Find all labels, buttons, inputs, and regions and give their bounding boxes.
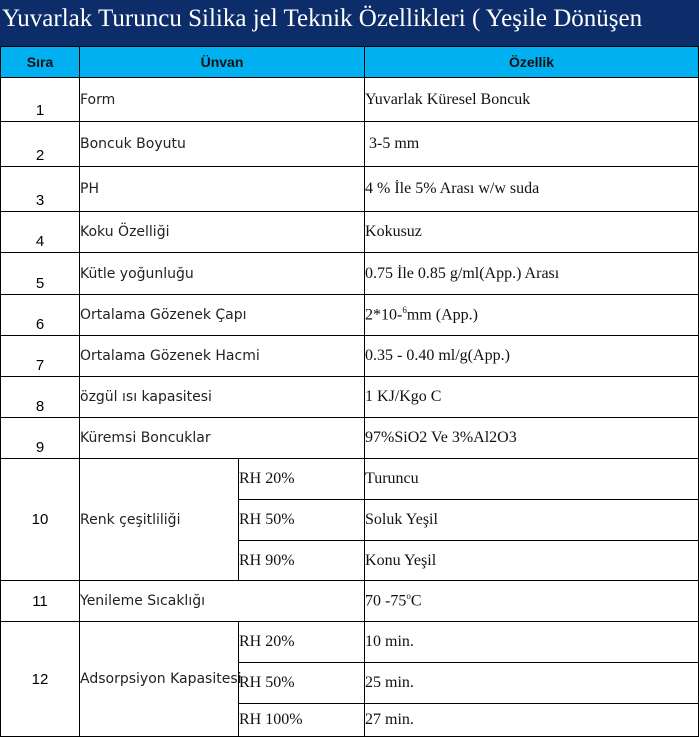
table-row — [1, 295, 699, 336]
rh-level: RH 20% — [239, 622, 365, 663]
spec-table — [0, 46, 699, 737]
row-number: 5 — [1, 253, 80, 295]
row-number: 7 — [1, 336, 80, 377]
row-label: Koku Özelliği — [80, 212, 365, 253]
table-row — [1, 167, 699, 212]
rh-level: RH 50% — [239, 663, 365, 704]
row-label: Küremsi Boncuklar — [80, 418, 365, 459]
table-row — [1, 418, 699, 459]
row-value — [365, 581, 699, 622]
row-number: 4 — [1, 212, 80, 253]
row-label: Adsorpsiyon Kapasitesi — [80, 622, 239, 737]
value-unit: C — [410, 592, 422, 610]
rh-level: RH 50% — [239, 500, 365, 541]
table-row — [1, 253, 699, 295]
degree-mark: o — [406, 591, 411, 602]
row-label: Kütle yoğunluğu — [80, 253, 365, 295]
row-label: Form — [80, 78, 365, 122]
header-ozellik: Özellik — [365, 47, 699, 78]
rh-level: RH 100% — [239, 704, 365, 737]
page-title: Yuvarlak Turuncu Silika jel Teknik Özellikleri ( Yeşile Dönüşen — [0, 0, 699, 46]
value-unit: mm (App.) — [406, 306, 478, 324]
rh-level: RH 90% — [239, 541, 365, 581]
row-label: Ortalama Gözenek Çapı — [80, 295, 365, 336]
value-text: 2*10- — [365, 306, 403, 324]
value-text: 70 -75 — [365, 592, 407, 610]
header-unvan: Ünvan — [80, 47, 365, 78]
row-value: 1 KJ/Kgo C — [365, 377, 699, 418]
row-number: 6 — [1, 295, 80, 336]
table-row — [1, 459, 699, 500]
row-label: PH — [80, 167, 365, 212]
table-row — [1, 78, 699, 122]
row-label: Ortalama Gözenek Hacmi — [80, 336, 365, 377]
row-number: 1 — [1, 78, 80, 122]
row-number: 8 — [1, 377, 80, 418]
row-label: Boncuk Boyutu — [80, 122, 365, 167]
row-label: Yenileme Sıcaklığı — [80, 581, 365, 622]
row-value: Yuvarlak Küresel Boncuk — [365, 78, 699, 122]
row-value: 4 % İle 5% Arası w/w suda — [365, 167, 699, 212]
row-number: 11 — [1, 581, 80, 622]
row-value: Konu Yeşil — [365, 541, 699, 581]
row-number: 9 — [1, 418, 80, 459]
row-value — [365, 295, 699, 336]
row-number: 2 — [1, 122, 80, 167]
row-label: özgül ısı kapasitesi — [80, 377, 365, 418]
row-value: 0.75 İle 0.85 g/ml(App.) Arası — [365, 253, 699, 295]
value-exponent: 6 — [402, 305, 407, 316]
row-number: 12 — [1, 622, 80, 737]
table-row — [1, 622, 699, 663]
row-value: 10 min. — [365, 622, 699, 663]
row-number: 10 — [1, 459, 80, 581]
table-row — [1, 336, 699, 377]
table-row — [1, 122, 699, 167]
row-value: Kokusuz — [365, 212, 699, 253]
table-header-row — [1, 47, 699, 78]
row-value: 0.35 - 0.40 ml/g(App.) — [365, 336, 699, 377]
table-row — [1, 377, 699, 418]
row-value: 97%SiO2 Ve 3%Al2O3 — [365, 418, 699, 459]
table-row — [1, 212, 699, 253]
row-value: Soluk Yeşil — [365, 500, 699, 541]
table-row — [1, 581, 699, 622]
row-label: Renk çeşitliliği — [80, 459, 239, 581]
row-value: Turuncu — [365, 459, 699, 500]
row-value: 3-5 mm — [365, 122, 699, 167]
row-number: 3 — [1, 167, 80, 212]
row-value: 25 min. — [365, 663, 699, 704]
header-sira: Sıra — [1, 47, 80, 78]
row-value: 27 min. — [365, 704, 699, 737]
rh-level: RH 20% — [239, 459, 365, 500]
